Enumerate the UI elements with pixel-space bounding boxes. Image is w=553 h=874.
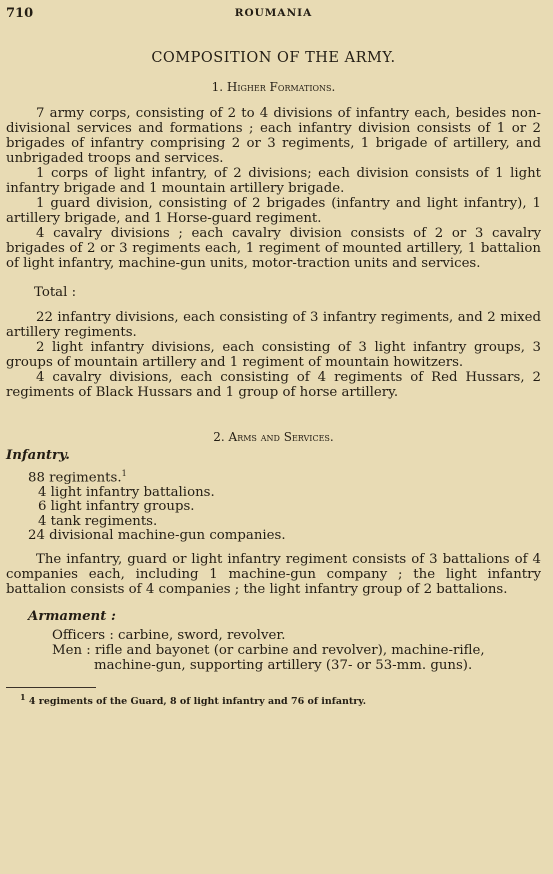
list-item: 6 light infantry groups.	[38, 499, 195, 515]
paragraph-army-corps: 7 army corps, consisting of 2 to 4 divisions of infantry each, besides non-divisional services and formations ; each infantry division consists of 1 or 2 brigades of infantry comprising 2 or 3 regiments, 1 brigade of artillery, and unbrigaded troops and services.	[6, 106, 541, 166]
armament-officers: Officers : carbine, sword, revolver.	[52, 627, 286, 643]
running-title: ROUMANIA	[234, 7, 313, 19]
footnote-marker: 1	[121, 469, 127, 478]
armament-men: Men : rifle and bayonet (or carbine and revolver), machine-rifle, machine-gun, supporting artillery (37- or 53-mm. guns).	[52, 642, 485, 673]
footnote-text: 4 regiments of the Guard, 8 of light infantry and 76 of infantry.	[28, 696, 367, 708]
total-light-infantry-divisions: 2 light infantry divisions, each consisting of 3 light infantry groups, 3 groups of mountain artillery and 1 regiment of mountain howitzers.	[6, 340, 541, 370]
running-header	[6, 6, 541, 28]
paragraph-regiment-composition: The infantry, guard or light infantry regiment consists of 3 battalions of 4 companies each, including 1 machine-gun company ; the light infantry battalion consists of 4 companies ; the light infantry group of 2 battalions.	[6, 551, 541, 597]
infantry-label: Infantry.	[6, 448, 70, 463]
paragraph-light-infantry-corps: 1 corps of light infantry, of 2 divisions; each division consists of 1 light infantry brigade and 1 mountain artillery brigade.	[6, 166, 541, 196]
total-cavalry-divisions: 4 cavalry divisions, each consisting of 4 regiments of Red Hussars, 2 regiments of Black Hussars and 1 group of horse artillery.	[6, 370, 541, 400]
list-item: 88 regiments.$^1$	[28, 469, 127, 486]
total-label: Total :	[34, 285, 77, 300]
total-infantry-divisions: 22 infantry divisions, each consisting of 3 infantry regiments, and 2 mixed artillery regiments.	[6, 310, 541, 340]
list-item: 24 divisional machine-gun companies.	[28, 528, 286, 544]
section-heading-arms-services: 2. Arms and Services.	[213, 430, 334, 444]
page-title: COMPOSITION OF THE ARMY.	[151, 50, 396, 66]
list-item: 4 tank regiments.	[38, 513, 158, 529]
paragraph-guard-division: 1 guard division, consisting of 2 brigades (infantry and light infantry), 1 artillery brigade, and 1 Horse-guard regiment.	[6, 196, 541, 226]
list-item: 4 light infantry battalions.	[38, 484, 215, 500]
infantry-list	[28, 467, 541, 544]
footnote	[20, 692, 541, 707]
paragraph-cavalry-divisions: 4 cavalry divisions ; each cavalry division consists of 2 or 3 cavalry brigades of 2 or 3 regiments each, 1 regiment of mounted artillery, 1 battalion of light infantry, machine-gun units, motor-traction units and services.	[6, 226, 541, 271]
section-heading-higher-formations: 1. Higher Formations.	[211, 80, 336, 94]
page-number: 710	[6, 6, 34, 21]
footnote-marker: 1	[20, 691, 26, 702]
armament-label: Armament :	[28, 608, 116, 624]
footnote-divider	[6, 687, 96, 688]
